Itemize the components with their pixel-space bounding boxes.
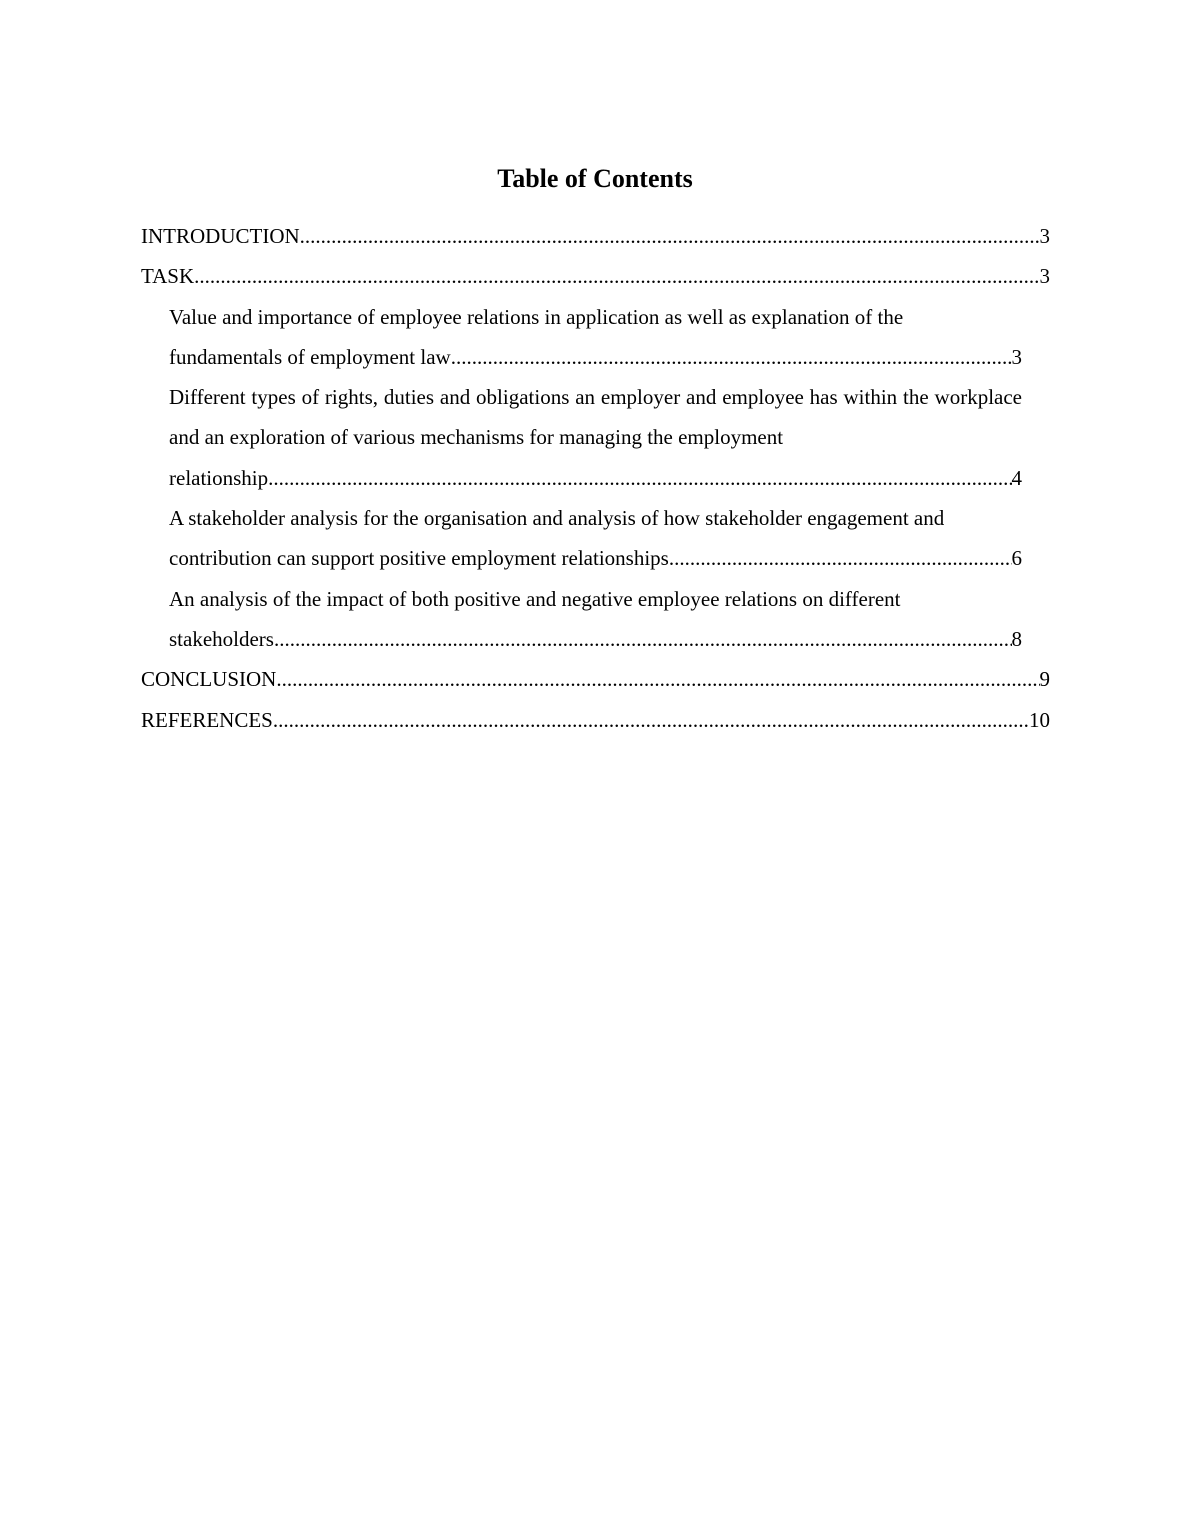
page-title: Table of Contents — [497, 164, 693, 193]
toc-entry-title: REFERENCES — [141, 707, 273, 732]
toc-leader-dots — [274, 619, 1012, 659]
toc-entry-impact-analysis[interactable] — [169, 579, 1022, 660]
toc-page-number: 10 — [1029, 707, 1050, 732]
toc-entry-stakeholder-analysis[interactable] — [169, 498, 1022, 579]
toc-entry-line — [169, 538, 1022, 578]
toc-entry-title: TASK — [141, 264, 195, 289]
toc-entry-title-tail: contribution can support positive employment relationships — [169, 546, 669, 571]
toc-entry-title-head: Value and importance of employee relations in application as well as explanation of the — [169, 304, 904, 329]
toc-page-number: 8 — [1011, 626, 1022, 651]
toc-leader-dots — [273, 700, 1029, 740]
toc-entry-title-tail: fundamentals of employment law — [169, 344, 451, 369]
toc-entry-conclusion[interactable] — [141, 659, 1050, 699]
toc-page-number: 3 — [1011, 344, 1022, 369]
toc-leader-dots — [268, 458, 1011, 498]
toc-entry-line — [169, 337, 1022, 377]
toc-entry-title-head: A stakeholder analysis for the organisation and analysis of how stakeholder engagement and — [169, 506, 945, 531]
toc-entry-title: CONCLUSION — [141, 667, 277, 692]
toc-entry-line — [141, 216, 1050, 256]
toc-leader-dots — [300, 216, 1040, 256]
toc-page-number: 9 — [1039, 667, 1050, 692]
toc-entry-title: INTRODUCTION — [141, 224, 300, 248]
toc-entry-line — [141, 256, 1050, 296]
toc-entry-references[interactable] — [141, 700, 1050, 740]
toc-leader-dots — [194, 256, 1039, 296]
table-of-contents — [141, 216, 1050, 740]
toc-page-number: 4 — [1011, 465, 1022, 490]
toc-entry-title-head: Different types of rights, duties and obligations an employer and employee has within the workplace and an exploration of various mechanisms for managing the employment — [169, 385, 1022, 450]
toc-entry-line — [169, 619, 1022, 659]
toc-entry-value-importance[interactable] — [169, 297, 1022, 378]
toc-entry-task[interactable] — [141, 256, 1050, 296]
toc-entry-rights-duties[interactable] — [169, 377, 1022, 498]
toc-entry-title-tail: relationship — [169, 465, 269, 490]
toc-entry-line — [141, 659, 1050, 699]
toc-entry-title-tail: stakeholders — [169, 626, 274, 651]
toc-entry-line — [141, 700, 1050, 740]
toc-entry-line — [169, 458, 1022, 498]
toc-page-number: 3 — [1039, 224, 1050, 248]
toc-leader-dots — [669, 538, 1012, 578]
toc-entry-introduction[interactable] — [141, 216, 1050, 256]
toc-entry-title-head: An analysis of the impact of both positive and negative employee relations on different — [169, 586, 901, 611]
toc-leader-dots — [451, 337, 1012, 377]
toc-leader-dots — [276, 659, 1039, 699]
toc-page-number: 6 — [1011, 546, 1022, 571]
toc-page-number: 3 — [1039, 264, 1050, 289]
